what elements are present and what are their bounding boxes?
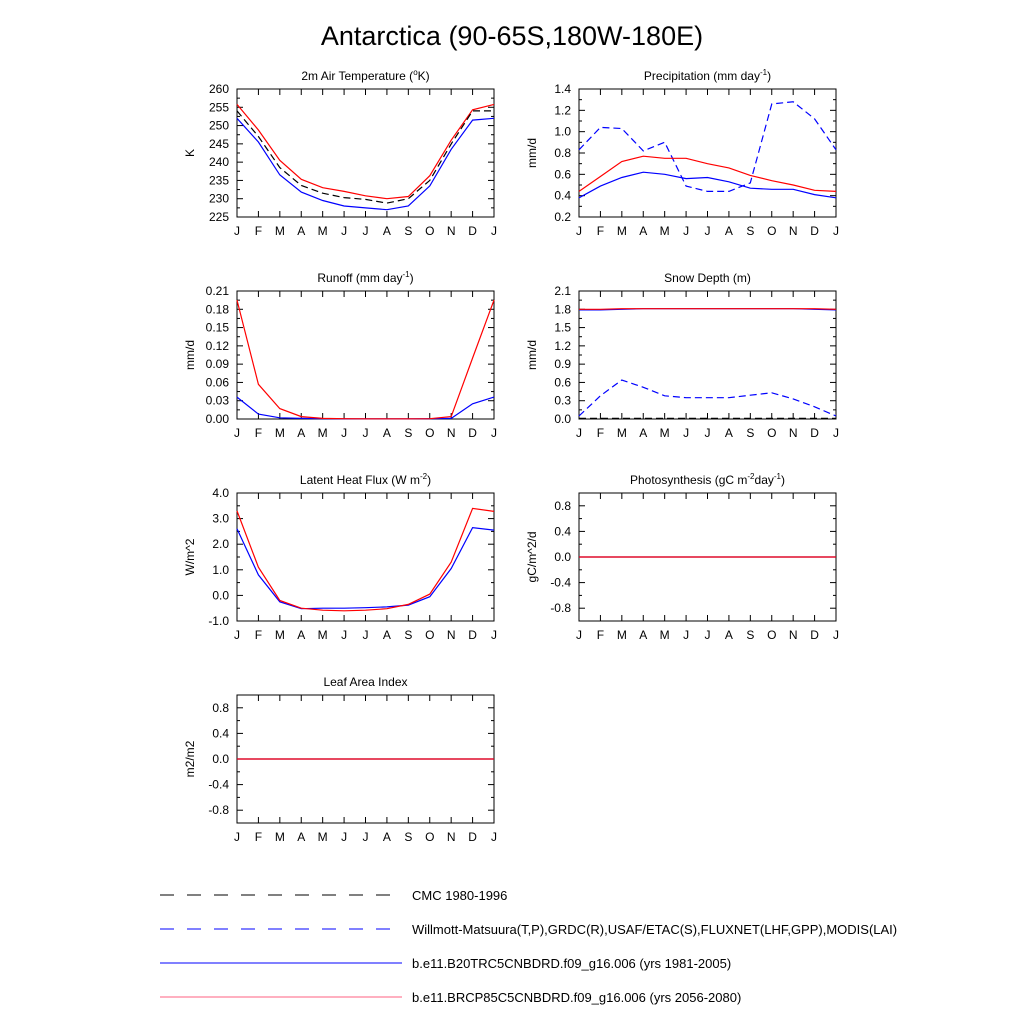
y-tick-label: 0.03: [205, 393, 229, 408]
plot-frame: [237, 89, 494, 217]
legend-item: [160, 956, 731, 971]
x-tick-label: O: [767, 628, 777, 642]
x-tick-label: N: [788, 426, 798, 440]
x-tick-label: S: [746, 628, 755, 642]
x-tick-label: N: [788, 628, 798, 642]
y-tick-label: 255: [208, 100, 229, 115]
x-tick-label: N: [446, 426, 456, 440]
x-tick-label: M: [317, 830, 328, 844]
panel-title: Runoff (mm day$^{-1}$): [317, 270, 414, 285]
x-tick-label: A: [639, 426, 648, 440]
x-tick-label: M: [317, 628, 328, 642]
legend-item: [160, 922, 897, 937]
x-tick-label: J: [704, 224, 711, 238]
y-tick-label: 245: [208, 136, 229, 151]
legend-label: CMC 1980-1996: [412, 888, 508, 903]
x-tick-label: O: [767, 224, 777, 238]
x-tick-label: M: [616, 426, 627, 440]
x-tick-label: F: [596, 628, 605, 642]
x-tick-label: F: [254, 426, 263, 440]
y-tick-label: 1.5: [554, 320, 571, 335]
x-tick-label: A: [297, 830, 306, 844]
x-tick-label: A: [297, 426, 306, 440]
x-tick-label: D: [810, 224, 819, 238]
legend: [160, 888, 897, 1005]
plot-frame: [579, 89, 836, 217]
y-axis-label: K: [183, 148, 197, 158]
panel-snowdepth: [525, 271, 839, 440]
x-tick-label: A: [382, 224, 391, 238]
x-tick-label: M: [274, 628, 285, 642]
x-tick-label: M: [274, 224, 285, 238]
x-tick-label: S: [746, 426, 755, 440]
x-tick-label: A: [724, 224, 733, 238]
y-tick-label: 1.0: [554, 124, 571, 139]
x-tick-label: M: [616, 628, 627, 642]
x-tick-label: D: [810, 426, 819, 440]
y-tick-label: 0.6: [554, 375, 571, 390]
x-tick-label: F: [254, 830, 263, 844]
x-tick-label: M: [616, 224, 627, 238]
x-tick-label: M: [317, 426, 328, 440]
y-tick-label: 235: [208, 173, 229, 188]
x-tick-label: A: [639, 224, 648, 238]
panel-title: Precipitation (mm day$^{-1}$): [643, 68, 772, 83]
y-tick-label: 1.8: [554, 302, 571, 317]
legend-label: b.e11.B20TRC5CNBDRD.f09_g16.006 (yrs 1981-2005): [412, 956, 732, 971]
x-tick-label: S: [746, 224, 755, 238]
y-tick-label: 1.2: [554, 103, 571, 118]
y-tick-label: -0.8: [550, 601, 571, 616]
x-tick-label: D: [810, 628, 819, 642]
panel-title: 2m Air Temperature ($^o$K): [301, 68, 430, 83]
y-tick-label: 0.4: [212, 726, 229, 741]
y-tick-label: 0.3: [554, 393, 571, 408]
x-tick-label: A: [724, 628, 733, 642]
y-tick-label: 0.4: [554, 188, 571, 203]
x-tick-label: S: [404, 830, 413, 844]
series-line-0: [237, 528, 494, 609]
x-tick-label: F: [596, 224, 605, 238]
x-tick-label: M: [274, 830, 285, 844]
x-tick-label: J: [341, 628, 348, 642]
x-tick-label: J: [341, 224, 348, 238]
y-axis-label: gC/m^2/d: [525, 531, 539, 583]
x-tick-label: N: [788, 224, 798, 238]
y-tick-label: 2.1: [554, 284, 571, 298]
x-tick-label: J: [234, 426, 240, 440]
x-tick-label: F: [596, 426, 605, 440]
x-tick-label: N: [446, 628, 456, 642]
series-line-2: [237, 111, 494, 203]
x-tick-label: J: [234, 830, 240, 844]
x-tick-label: O: [425, 830, 435, 844]
panel-temperature: [183, 68, 497, 238]
x-tick-label: A: [382, 628, 391, 642]
y-tick-label: 0.15: [205, 320, 229, 335]
x-tick-label: F: [254, 224, 263, 238]
series-line-1: [237, 300, 494, 419]
x-tick-label: J: [491, 426, 497, 440]
x-tick-label: D: [468, 830, 477, 844]
x-tick-label: J: [362, 426, 369, 440]
series-line-1: [237, 104, 494, 198]
x-tick-label: A: [639, 628, 648, 642]
series-line-3: [579, 309, 836, 310]
x-tick-label: J: [234, 628, 240, 642]
y-tick-label: 225: [208, 210, 229, 224]
y-tick-label: 0.8: [554, 146, 571, 160]
y-tick-label: 0.09: [205, 357, 229, 372]
x-tick-label: D: [468, 224, 477, 238]
panel-photosynthesis: [525, 472, 839, 642]
x-tick-label: J: [704, 628, 711, 642]
y-tick-label: 3.0: [212, 511, 229, 526]
x-tick-label: A: [297, 628, 306, 642]
x-tick-label: S: [404, 224, 413, 238]
y-tick-label: 2.0: [212, 537, 229, 552]
panels: [183, 68, 839, 844]
x-tick-label: A: [724, 426, 733, 440]
x-tick-label: J: [362, 628, 369, 642]
x-tick-label: F: [254, 628, 263, 642]
x-tick-label: J: [833, 628, 839, 642]
x-tick-label: J: [341, 830, 348, 844]
panel-title: Leaf Area Index: [323, 675, 408, 689]
y-tick-label: 0.6: [554, 167, 571, 182]
y-tick-label: 0.0: [554, 550, 571, 564]
x-tick-label: N: [446, 830, 456, 844]
plot-frame: [237, 291, 494, 419]
y-tick-label: 0.12: [205, 338, 229, 353]
y-tick-label: 1.2: [554, 338, 571, 353]
legend-label: b.e11.BRCP85C5CNBDRD.f09_g16.006 (yrs 2056-2080): [412, 990, 742, 1005]
x-tick-label: M: [659, 426, 670, 440]
x-tick-label: D: [468, 628, 477, 642]
x-tick-label: N: [446, 224, 456, 238]
y-tick-label: 240: [208, 155, 229, 170]
x-tick-label: J: [683, 628, 690, 642]
series-line-0: [579, 380, 836, 416]
x-tick-label: S: [404, 426, 413, 440]
x-tick-label: J: [704, 426, 711, 440]
x-tick-label: J: [341, 426, 348, 440]
y-tick-label: -0.4: [550, 575, 571, 590]
y-tick-label: 1.0: [212, 562, 229, 577]
panel-title: Snow Depth (m): [664, 271, 751, 285]
panel-latentheat: [183, 472, 497, 642]
panel-title: Photosynthesis (gC $m^{-2}day^{-1}$): [630, 472, 785, 487]
y-tick-label: -0.4: [208, 777, 229, 792]
y-tick-label: 0.0: [212, 752, 229, 766]
x-tick-label: A: [382, 426, 391, 440]
x-tick-label: J: [576, 224, 582, 238]
x-tick-label: A: [382, 830, 391, 844]
legend-label: Willmott-Matsuura(T,P),GRDC(R),USAF/ETAC(S),FLUXNET(LHF,GPP),MODIS(LAI): [412, 922, 898, 937]
x-tick-label: J: [683, 224, 690, 238]
x-tick-label: M: [659, 224, 670, 238]
panel-title: Latent Heat Flux (W $m^{-2}$): [299, 472, 432, 487]
y-axis-label: mm/d: [525, 138, 539, 168]
y-tick-label: 230: [208, 191, 229, 206]
y-tick-label: 0.06: [205, 375, 229, 390]
x-tick-label: O: [425, 628, 435, 642]
y-tick-label: 1.4: [554, 82, 571, 96]
x-tick-label: M: [274, 426, 285, 440]
x-tick-label: J: [491, 224, 497, 238]
x-tick-label: M: [659, 628, 670, 642]
x-tick-label: J: [683, 426, 690, 440]
y-tick-label: 0.8: [554, 498, 571, 513]
y-tick-label: 0.21: [205, 284, 229, 298]
x-tick-label: J: [833, 426, 839, 440]
x-tick-label: J: [362, 830, 369, 844]
y-tick-label: 260: [208, 82, 229, 96]
figure-title: Antarctica (90-65S,180W-180E): [320, 21, 704, 51]
legend-item: [160, 888, 507, 903]
plot-frame: [237, 493, 494, 621]
y-tick-label: 0.00: [205, 412, 229, 426]
legend-item: [160, 990, 741, 1005]
y-tick-label: -1.0: [208, 614, 229, 628]
y-tick-label: 0.0: [212, 588, 229, 603]
x-tick-label: J: [576, 628, 582, 642]
series-line-2: [579, 156, 836, 191]
y-tick-label: 0.18: [205, 302, 229, 317]
y-tick-label: 0.4: [554, 524, 571, 539]
x-tick-label: M: [317, 224, 328, 238]
y-tick-label: 0.2: [554, 210, 571, 224]
series-line-1: [579, 172, 836, 198]
y-axis-label: mm/d: [183, 340, 197, 370]
panel-runoff: [183, 270, 497, 440]
x-tick-label: J: [576, 426, 582, 440]
x-tick-label: J: [491, 628, 497, 642]
x-tick-label: S: [404, 628, 413, 642]
x-tick-label: J: [362, 224, 369, 238]
y-axis-label: W/m^2: [183, 538, 197, 576]
y-axis-label: mm/d: [525, 340, 539, 370]
x-tick-label: A: [297, 224, 306, 238]
y-tick-label: 4.0: [212, 486, 229, 500]
x-tick-label: O: [425, 224, 435, 238]
y-axis-label: m2/m2: [183, 740, 197, 778]
x-tick-label: J: [491, 830, 497, 844]
y-tick-label: 0.0: [554, 412, 571, 426]
panel-precipitation: [525, 68, 839, 238]
y-tick-label: 0.8: [212, 700, 229, 715]
x-tick-label: J: [833, 224, 839, 238]
y-tick-label: 0.9: [554, 357, 571, 372]
plot-frame: [579, 291, 836, 419]
panel-lai: [183, 675, 497, 844]
x-tick-label: O: [425, 426, 435, 440]
x-tick-label: J: [234, 224, 240, 238]
x-tick-label: O: [767, 426, 777, 440]
x-tick-label: D: [468, 426, 477, 440]
y-tick-label: -0.8: [208, 803, 229, 818]
y-tick-label: 250: [208, 118, 229, 133]
